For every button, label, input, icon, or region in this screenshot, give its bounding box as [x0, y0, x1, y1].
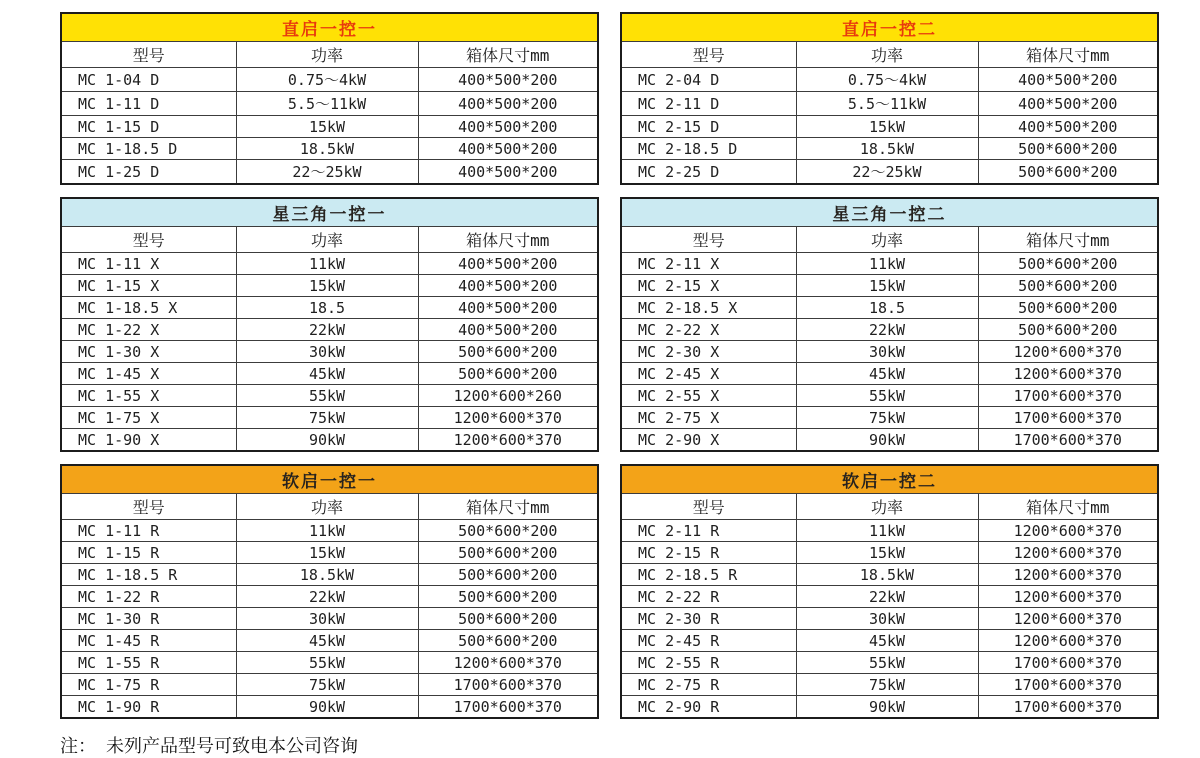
model-cell: MC 2-45 R: [621, 630, 796, 652]
column-header: 箱体尺寸mm: [418, 227, 598, 253]
table-row: [61, 385, 598, 407]
model-cell: MC 1-22 R: [61, 586, 236, 608]
model-cell: MC 2-22 R: [621, 586, 796, 608]
column-header: 型号: [621, 494, 796, 520]
model-cell: MC 1-55 X: [61, 385, 236, 407]
model-cell: MC 1-30 R: [61, 608, 236, 630]
size-cell: 500*600*200: [418, 520, 598, 542]
power-cell: 5.5～11kW: [796, 92, 978, 116]
power-cell: 30kW: [236, 608, 418, 630]
table-row: [621, 275, 1158, 297]
table-row: [621, 68, 1158, 92]
table-row: [621, 608, 1158, 630]
table-title: 直启一控一: [61, 13, 598, 42]
size-cell: 400*500*200: [978, 92, 1158, 116]
table-title: 软启一控二: [621, 465, 1158, 494]
model-cell: MC 1-90 R: [61, 696, 236, 719]
power-cell: 55kW: [796, 652, 978, 674]
table-header-row: [621, 227, 1158, 253]
model-cell: MC 2-15 R: [621, 542, 796, 564]
table-row: [61, 297, 598, 319]
power-cell: 45kW: [236, 630, 418, 652]
table-row: [61, 68, 598, 92]
power-cell: 55kW: [796, 385, 978, 407]
power-cell: 45kW: [796, 363, 978, 385]
model-cell: MC 1-11 D: [61, 92, 236, 116]
power-cell: 11kW: [796, 520, 978, 542]
size-cell: 1200*600*370: [418, 407, 598, 429]
power-cell: 22～25kW: [796, 160, 978, 185]
model-cell: MC 1-75 R: [61, 674, 236, 696]
power-cell: 30kW: [796, 341, 978, 363]
column-header: 型号: [61, 227, 236, 253]
table-row: [621, 542, 1158, 564]
size-cell: 400*500*200: [418, 253, 598, 275]
power-cell: 18.5kW: [796, 138, 978, 160]
power-cell: 22～25kW: [236, 160, 418, 185]
table-row: [621, 586, 1158, 608]
column-header: 功率: [236, 227, 418, 253]
model-cell: MC 2-11 D: [621, 92, 796, 116]
size-cell: 1700*600*370: [978, 674, 1158, 696]
power-cell: 90kW: [236, 696, 418, 719]
size-cell: 500*600*200: [978, 138, 1158, 160]
tables-grid: [60, 12, 1160, 719]
table-row: [61, 696, 598, 719]
footnote-prefix: 注：: [60, 736, 96, 757]
table-header-row: [61, 42, 598, 68]
table-row: [61, 341, 598, 363]
model-cell: MC 2-15 D: [621, 116, 796, 138]
model-cell: MC 2-45 X: [621, 363, 796, 385]
model-cell: MC 1-25 D: [61, 160, 236, 185]
table-row: [61, 138, 598, 160]
power-cell: 90kW: [796, 696, 978, 719]
table-row: [621, 429, 1158, 452]
column-header: 箱体尺寸mm: [418, 494, 598, 520]
power-cell: 15kW: [236, 116, 418, 138]
power-cell: 90kW: [796, 429, 978, 452]
column-header: 型号: [61, 42, 236, 68]
model-cell: MC 1-15 X: [61, 275, 236, 297]
size-cell: 500*600*200: [418, 363, 598, 385]
table-row: [61, 564, 598, 586]
table-title: 软启一控一: [61, 465, 598, 494]
power-cell: 15kW: [796, 542, 978, 564]
table-row: [61, 407, 598, 429]
column-header: 功率: [236, 494, 418, 520]
size-cell: 400*500*200: [418, 297, 598, 319]
power-cell: 90kW: [236, 429, 418, 452]
table-row: [621, 253, 1158, 275]
size-cell: 1700*600*370: [978, 696, 1158, 719]
power-cell: 15kW: [796, 275, 978, 297]
table-row: [61, 160, 598, 185]
model-cell: MC 2-55 X: [621, 385, 796, 407]
power-cell: 22kW: [796, 319, 978, 341]
size-cell: 1700*600*370: [978, 429, 1158, 452]
size-cell: 500*600*200: [418, 564, 598, 586]
table-row: [61, 630, 598, 652]
power-cell: 11kW: [236, 520, 418, 542]
table-direct-start-one-control-one: [60, 12, 599, 185]
size-cell: 1200*600*370: [978, 630, 1158, 652]
power-cell: 5.5～11kW: [236, 92, 418, 116]
model-cell: MC 2-75 R: [621, 674, 796, 696]
table-header-row: [621, 494, 1158, 520]
size-cell: 500*600*200: [418, 586, 598, 608]
size-cell: 500*600*200: [978, 319, 1158, 341]
column-header: 功率: [796, 494, 978, 520]
table-row: [61, 429, 598, 452]
table-row: [61, 520, 598, 542]
size-cell: 1200*600*370: [978, 608, 1158, 630]
size-cell: 500*600*200: [418, 608, 598, 630]
table-row: [61, 275, 598, 297]
table-row: [621, 696, 1158, 719]
table-header-row: [621, 42, 1158, 68]
power-cell: 75kW: [236, 407, 418, 429]
table-row: [621, 652, 1158, 674]
table-row: [621, 92, 1158, 116]
size-cell: 400*500*200: [418, 138, 598, 160]
size-cell: 1200*600*370: [978, 363, 1158, 385]
size-cell: 1200*600*370: [418, 429, 598, 452]
size-cell: 1200*600*370: [978, 586, 1158, 608]
table-row: [61, 116, 598, 138]
size-cell: 400*500*200: [418, 116, 598, 138]
table-row: [621, 520, 1158, 542]
power-cell: 30kW: [236, 341, 418, 363]
model-cell: MC 1-22 X: [61, 319, 236, 341]
model-cell: MC 1-55 R: [61, 652, 236, 674]
size-cell: 500*600*200: [978, 253, 1158, 275]
size-cell: 1200*600*260: [418, 385, 598, 407]
power-cell: 0.75～4kW: [796, 68, 978, 92]
model-cell: MC 2-18.5 R: [621, 564, 796, 586]
power-cell: 18.5kW: [796, 564, 978, 586]
table-row: [621, 564, 1158, 586]
table-row: [621, 341, 1158, 363]
power-cell: 75kW: [796, 407, 978, 429]
column-header: 功率: [796, 227, 978, 253]
table-row: [61, 253, 598, 275]
column-header: 箱体尺寸mm: [978, 227, 1158, 253]
model-cell: MC 2-18.5 D: [621, 138, 796, 160]
size-cell: 1700*600*370: [978, 385, 1158, 407]
size-cell: 500*600*200: [978, 275, 1158, 297]
table-row: [621, 385, 1158, 407]
model-cell: MC 2-15 X: [621, 275, 796, 297]
model-cell: MC 2-11 R: [621, 520, 796, 542]
table-header-row: [61, 227, 598, 253]
model-cell: MC 2-30 R: [621, 608, 796, 630]
size-cell: 1700*600*370: [418, 696, 598, 719]
power-cell: 15kW: [236, 275, 418, 297]
table-title-row: [61, 465, 598, 494]
table-header-row: [61, 494, 598, 520]
table-title: 星三角一控一: [61, 198, 598, 227]
model-cell: MC 2-18.5 X: [621, 297, 796, 319]
size-cell: 400*500*200: [418, 68, 598, 92]
power-cell: 0.75～4kW: [236, 68, 418, 92]
table-title-row: [61, 13, 598, 42]
size-cell: 1200*600*370: [978, 542, 1158, 564]
column-header: 型号: [61, 494, 236, 520]
table-row: [621, 116, 1158, 138]
column-header: 功率: [796, 42, 978, 68]
model-cell: MC 1-90 X: [61, 429, 236, 452]
table-soft-start-one-control-two: [620, 464, 1159, 719]
power-cell: 18.5: [796, 297, 978, 319]
model-cell: MC 1-18.5 X: [61, 297, 236, 319]
table-row: [61, 586, 598, 608]
table-soft-start-one-control-one: [60, 464, 599, 719]
power-cell: 22kW: [236, 319, 418, 341]
table-title-row: [621, 13, 1158, 42]
column-header: 箱体尺寸mm: [418, 42, 598, 68]
table-row: [621, 319, 1158, 341]
table-row: [621, 160, 1158, 185]
table-row: [61, 542, 598, 564]
size-cell: 1200*600*370: [978, 520, 1158, 542]
model-cell: MC 1-18.5 R: [61, 564, 236, 586]
model-cell: MC 2-90 R: [621, 696, 796, 719]
table-row: [621, 407, 1158, 429]
power-cell: 18.5kW: [236, 564, 418, 586]
power-cell: 55kW: [236, 652, 418, 674]
model-cell: MC 2-25 D: [621, 160, 796, 185]
size-cell: 400*500*200: [418, 160, 598, 185]
size-cell: 1200*600*370: [978, 341, 1158, 363]
model-cell: MC 1-15 R: [61, 542, 236, 564]
model-cell: MC 1-11 R: [61, 520, 236, 542]
size-cell: 400*500*200: [978, 68, 1158, 92]
size-cell: 500*600*200: [418, 341, 598, 363]
size-cell: 500*600*200: [418, 542, 598, 564]
size-cell: 500*600*200: [418, 630, 598, 652]
model-cell: MC 2-90 X: [621, 429, 796, 452]
power-cell: 75kW: [796, 674, 978, 696]
table-title-row: [621, 198, 1158, 227]
size-cell: 400*500*200: [418, 92, 598, 116]
power-cell: 15kW: [236, 542, 418, 564]
table-row: [61, 608, 598, 630]
table-title-row: [61, 198, 598, 227]
size-cell: 400*500*200: [418, 319, 598, 341]
table-title-row: [621, 465, 1158, 494]
size-cell: 1700*600*370: [978, 652, 1158, 674]
power-cell: 22kW: [796, 586, 978, 608]
model-cell: MC 2-04 D: [621, 68, 796, 92]
size-cell: 1200*600*370: [978, 564, 1158, 586]
table-row: [621, 630, 1158, 652]
column-header: 型号: [621, 227, 796, 253]
table-row: [61, 652, 598, 674]
size-cell: 400*500*200: [978, 116, 1158, 138]
size-cell: 500*600*200: [978, 160, 1158, 185]
table-row: [61, 363, 598, 385]
model-cell: MC 1-30 X: [61, 341, 236, 363]
power-cell: 18.5: [236, 297, 418, 319]
power-cell: 11kW: [236, 253, 418, 275]
footnote-text: 未列产品型号可致电本公司咨询: [106, 736, 358, 757]
table-star-delta-one-control-one: [60, 197, 599, 452]
column-header: 箱体尺寸mm: [978, 494, 1158, 520]
model-cell: MC 1-45 X: [61, 363, 236, 385]
table-title: 星三角一控二: [621, 198, 1158, 227]
power-cell: 18.5kW: [236, 138, 418, 160]
column-header: 型号: [621, 42, 796, 68]
table-row: [621, 138, 1158, 160]
model-cell: MC 1-75 X: [61, 407, 236, 429]
model-cell: MC 2-11 X: [621, 253, 796, 275]
table-direct-start-one-control-two: [620, 12, 1159, 185]
model-cell: MC 1-18.5 D: [61, 138, 236, 160]
model-cell: MC 2-30 X: [621, 341, 796, 363]
model-cell: MC 2-22 X: [621, 319, 796, 341]
model-cell: MC 1-04 D: [61, 68, 236, 92]
model-cell: MC 1-15 D: [61, 116, 236, 138]
size-cell: 500*600*200: [978, 297, 1158, 319]
power-cell: 45kW: [796, 630, 978, 652]
model-cell: MC 2-75 X: [621, 407, 796, 429]
footnote: [60, 732, 1160, 758]
power-cell: 15kW: [796, 116, 978, 138]
table-row: [61, 92, 598, 116]
power-cell: 55kW: [236, 385, 418, 407]
table-title: 直启一控二: [621, 13, 1158, 42]
power-cell: 11kW: [796, 253, 978, 275]
size-cell: 1200*600*370: [418, 652, 598, 674]
power-cell: 22kW: [236, 586, 418, 608]
table-star-delta-one-control-two: [620, 197, 1159, 452]
size-cell: 1700*600*370: [418, 674, 598, 696]
column-header: 功率: [236, 42, 418, 68]
power-cell: 30kW: [796, 608, 978, 630]
table-row: [61, 319, 598, 341]
column-header: 箱体尺寸mm: [978, 42, 1158, 68]
model-cell: MC 1-11 X: [61, 253, 236, 275]
model-cell: MC 1-45 R: [61, 630, 236, 652]
model-cell: MC 2-55 R: [621, 652, 796, 674]
power-cell: 45kW: [236, 363, 418, 385]
power-cell: 75kW: [236, 674, 418, 696]
table-row: [621, 297, 1158, 319]
size-cell: 400*500*200: [418, 275, 598, 297]
size-cell: 1700*600*370: [978, 407, 1158, 429]
table-row: [621, 363, 1158, 385]
